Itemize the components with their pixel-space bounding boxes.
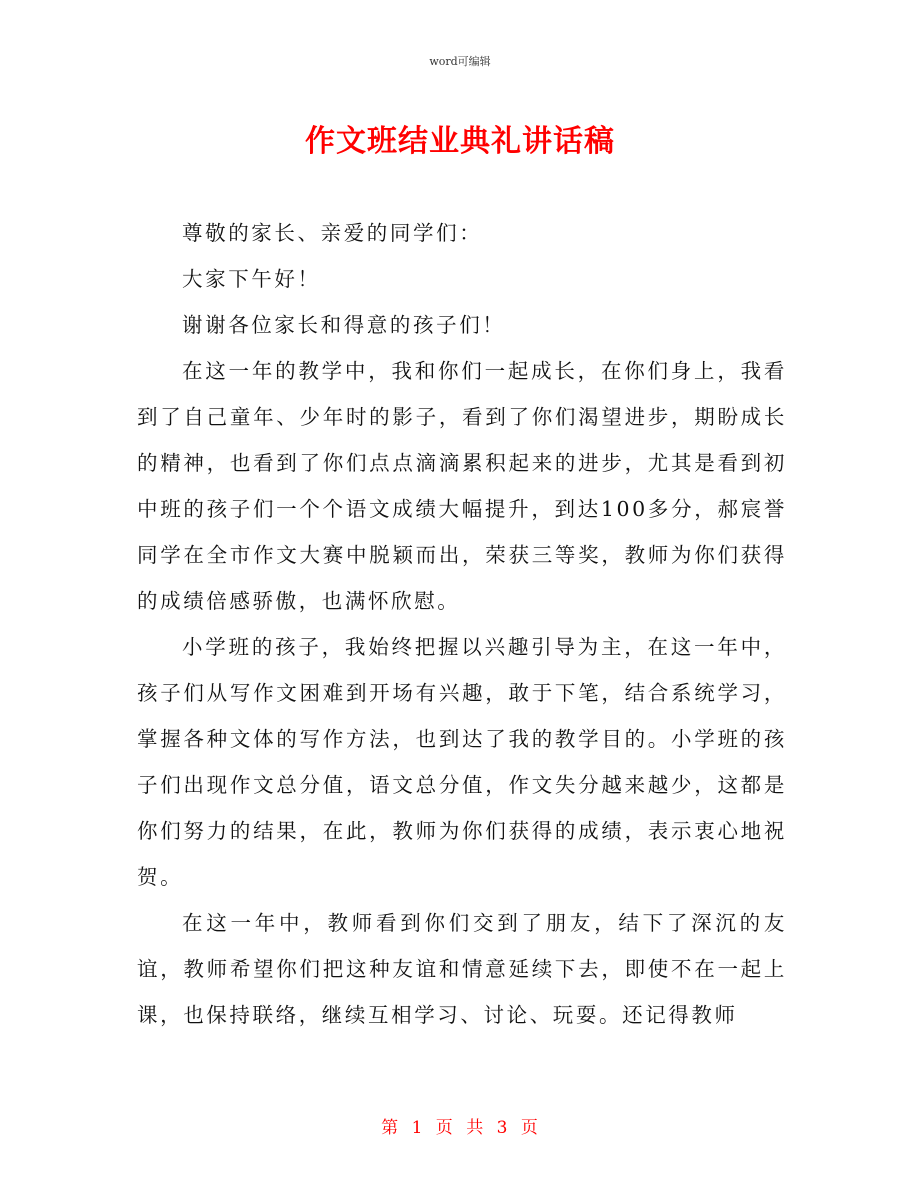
paragraph-junior-class: 在这一年的教学中，我和你们一起成长，在你们身上，我看到了自己童年、少年时的影子，看到了你们渴望进步，期盼成长的精神，也看到了你们点点滴滴累积起来的进步，尤其是看到初中班的孩子们一个个语文成绩大幅提升，到达100多分，郝宸誉同学在全市作文大赛中脱颖而出，荣获三等奖，教师为你们获得的成绩倍感骄傲，也满怀欣慰。 xyxy=(137,359,787,613)
paragraph-primary-class: 小学班的孩子，我始终把握以兴趣引导为主，在这一年中，孩子们从写作文困难到开场有兴趣，敢于下笔，结合系统学习，掌握各种文体的写作方法，也到达了我的教学目的。小学班的孩子们出现作文总分值，语文总分值，作文失分越来越少，这都是你们努力的结果，在此，教师为你们获得的成绩，表示衷心地祝贺。 xyxy=(137,635,787,889)
header-note: word可编辑 xyxy=(429,55,491,68)
document-title: 作文班结业典礼讲话稿 xyxy=(305,124,615,159)
paragraph-salutation: 尊敬的家长、亲爱的同学们： xyxy=(182,221,483,245)
page-footer: 第 1 页 共 3 页 xyxy=(381,1118,539,1138)
paragraph-friendship: 在这一年中，教师看到你们交到了朋友，结下了深沉的友谊，教师希望你们把这种友谊和情意延续下去，即使不在一起上课，也保持联络，继续互相学习、讨论、玩耍。还记得教师 xyxy=(137,911,787,1027)
paragraph-thanks: 谢谢各位家长和得意的孩子们！ xyxy=(182,313,506,337)
document-body xyxy=(137,210,787,1038)
paragraph-greeting: 大家下午好！ xyxy=(182,267,321,291)
